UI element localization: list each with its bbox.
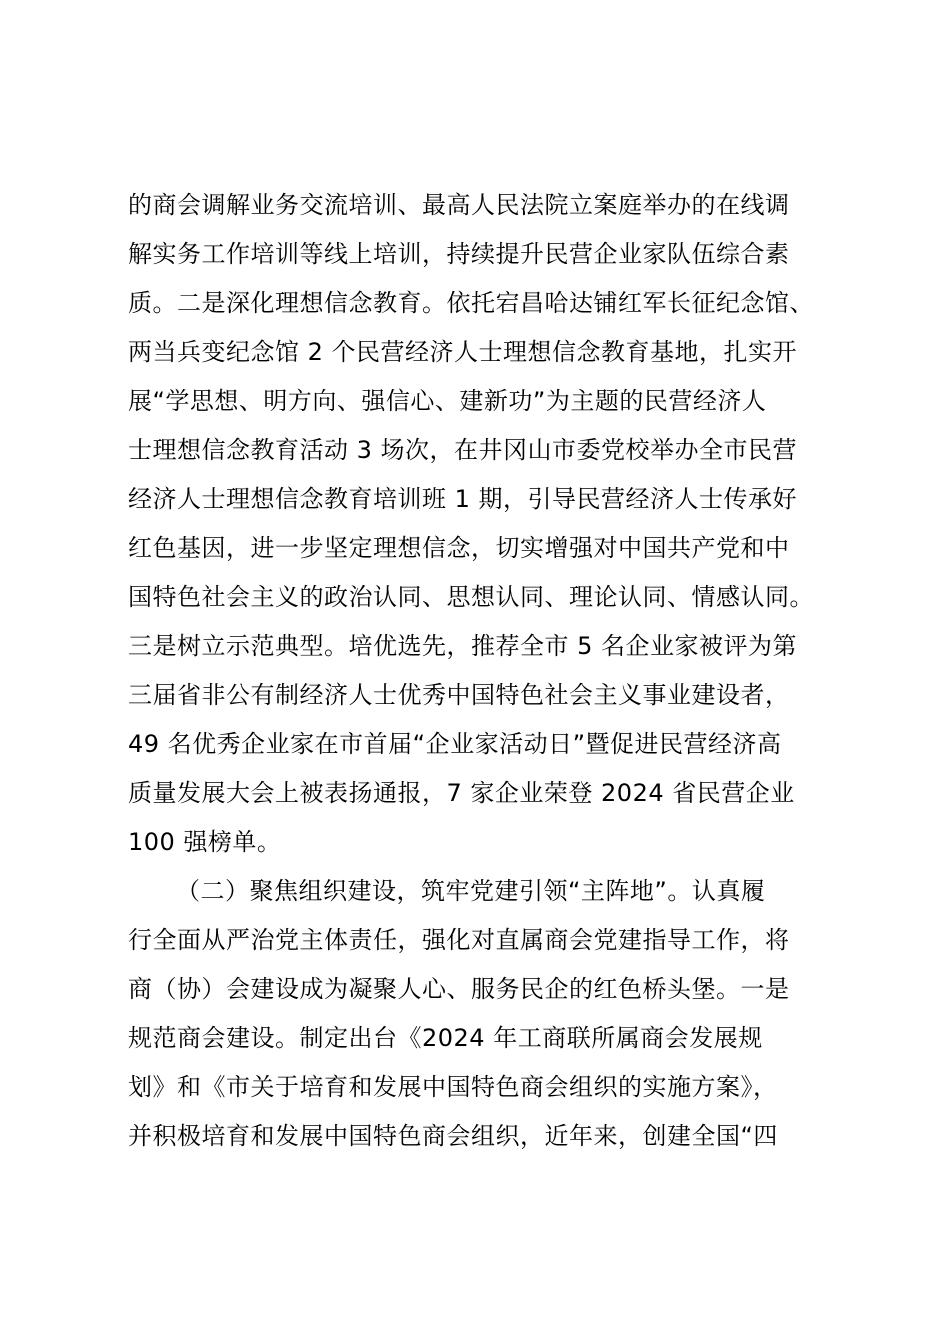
text-line: 展“学思想、明方向、强信心、建新功”为主题的民营经济人	[128, 387, 767, 415]
text-line: 质量发展大会上被表扬通报，7 家企业荣登 2024 省民营企业	[128, 779, 795, 807]
text-line: 并积极培育和发展中国特色商会组织，近年来，创建全国“四	[128, 1122, 778, 1150]
text-line: 三届省非公有制经济人士优秀中国特色社会主义事业建设者，	[128, 681, 790, 709]
text-line: 的商会调解业务交流培训、最高人民法院立案庭举办的在线调	[128, 191, 790, 219]
text-line: 三是树立示范典型。培优选先，推荐全市 5 名企业家被评为第	[128, 632, 798, 660]
text-line: 商（协）会建设成为凝聚人心、服务民企的红色桥头堡。一是	[128, 975, 790, 1003]
text-line: 国特色社会主义的政治认同、思想认同、理论认同、情感认同。	[128, 583, 814, 611]
text-line: 红色基因，进一步坚定理想信念，切实增强对中国共产党和中	[128, 534, 790, 562]
text-line: 解实务工作培训等线上培训，持续提升民营企业家队伍综合素	[128, 240, 790, 268]
text-line: 质。二是深化理想信念教育。依托宕昌哈达铺红军长征纪念馆、	[128, 289, 814, 317]
section-heading-line: （二）聚焦组织建设，筑牢党建引领“主阵地”。认真履	[176, 877, 766, 905]
text-line: 士理想信念教育活动 3 场次，在井冈山市委党校举办全市民营	[128, 436, 798, 464]
text-line: 规范商会建设。制定出台《2024 年工商联所属商会发展规	[128, 1024, 763, 1052]
text-line: 两当兵变纪念馆 2 个民营经济人士理想信念教育基地，扎实开	[128, 338, 798, 366]
text-line: 经济人士理想信念教育培训班 1 期，引导民营经济人士传承好	[128, 485, 798, 513]
text-line: 100 强榜单。	[128, 828, 282, 856]
text-line: 划》和《市关于培育和发展中国特色商会组织的实施方案》，	[128, 1073, 778, 1101]
text-line: 行全面从严治党主体责任，强化对直属商会党建指导工作，将	[128, 926, 790, 954]
text-line: 49 名优秀企业家在市首届“企业家活动日”暨促进民营经济高	[128, 730, 782, 758]
